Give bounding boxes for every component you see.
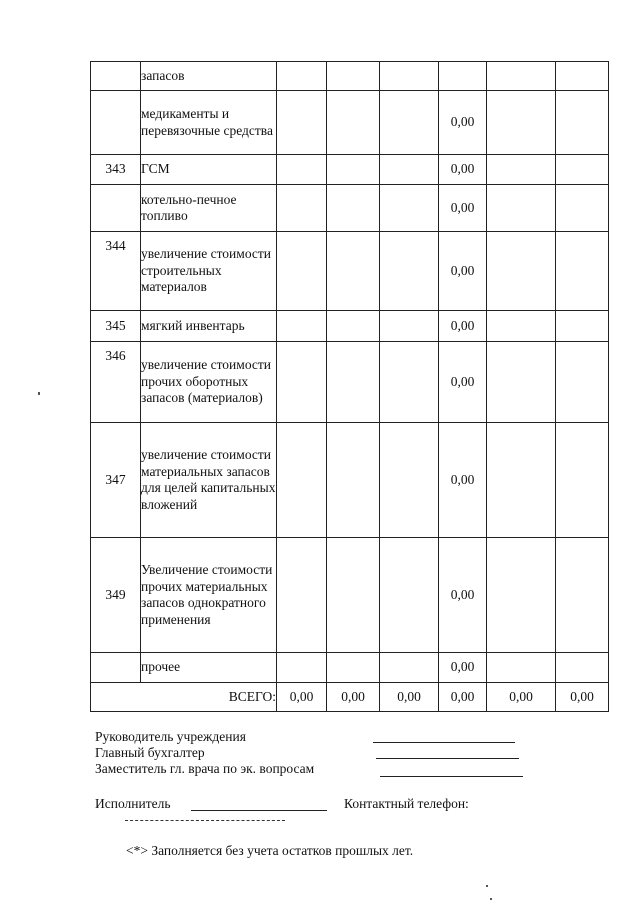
footnote: <*> Заполняется без учета остатков прошлых лет. (126, 843, 414, 858)
table-row (91, 232, 609, 311)
table-cell (380, 423, 439, 538)
table-cell (556, 342, 609, 423)
row-code (91, 653, 141, 683)
signature-line-head (373, 742, 515, 743)
row-value: 0,00 (439, 342, 487, 423)
table-cell (327, 155, 380, 185)
signature-block (95, 729, 314, 777)
dashed-rule (125, 820, 285, 821)
table-cell (277, 311, 327, 342)
row-name: увеличение стоимости строительных материалов (141, 232, 277, 311)
table-row (91, 423, 609, 538)
row-code: 349 (91, 538, 141, 653)
row-name: запасов (141, 62, 277, 91)
table-cell (380, 311, 439, 342)
row-code (91, 91, 141, 155)
table-cell (380, 653, 439, 683)
table-cell (277, 653, 327, 683)
table-cell (327, 342, 380, 423)
row-code (91, 62, 141, 91)
row-value: 0,00 (439, 91, 487, 155)
table-cell (380, 185, 439, 232)
table-cell (487, 185, 556, 232)
table-cell (327, 538, 380, 653)
total-label: ВСЕГО: (91, 683, 277, 712)
row-value: 0,00 (439, 423, 487, 538)
row-value: 0,00 (439, 538, 487, 653)
row-code: 343 (91, 155, 141, 185)
table-cell (327, 62, 380, 91)
table-cell (556, 185, 609, 232)
table-cell (487, 342, 556, 423)
table-cell (487, 423, 556, 538)
signature-line-chief-accountant (376, 758, 519, 759)
table-cell (487, 91, 556, 155)
row-code: 346 (91, 342, 141, 423)
row-name: ГСМ (141, 155, 277, 185)
table-cell (556, 91, 609, 155)
table-cell (487, 538, 556, 653)
table-cell (277, 91, 327, 155)
table-row (91, 185, 609, 232)
table-cell (327, 91, 380, 155)
table-row (91, 155, 609, 185)
row-name: увеличение стоимости прочих оборотных запасов (материалов) (141, 342, 277, 423)
signature-line-executor (191, 810, 327, 811)
total-value: 0,00 (327, 683, 380, 712)
signature-label-deputy: Заместитель гл. врача по эк. вопросам (95, 761, 315, 776)
table-cell (487, 155, 556, 185)
row-name: медикаменты и перевязочные средства (141, 91, 277, 155)
scan-speck (490, 898, 492, 900)
row-code: 344 (91, 232, 141, 311)
table-cell (556, 538, 609, 653)
table-cell (277, 62, 327, 91)
table-row (91, 653, 609, 683)
row-code: 347 (91, 423, 141, 538)
executor-label: Исполнитель (95, 796, 171, 811)
row-name: прочее (141, 653, 277, 683)
signature-line-deputy (380, 776, 523, 777)
row-name: мягкий инвентарь (141, 311, 277, 342)
signature-label-chief-accountant: Главный бухгалтер (95, 745, 205, 760)
total-value: 0,00 (487, 683, 556, 712)
scan-speck (486, 885, 488, 887)
scan-speck (38, 392, 40, 395)
table-row (91, 91, 609, 155)
row-value (439, 62, 487, 91)
table-cell (556, 423, 609, 538)
table-cell (556, 155, 609, 185)
row-value: 0,00 (439, 311, 487, 342)
budget-table (90, 61, 609, 712)
row-value: 0,00 (439, 653, 487, 683)
row-name: котельно-печное топливо (141, 185, 277, 232)
total-row (91, 683, 609, 712)
table-cell (380, 342, 439, 423)
total-value: 0,00 (556, 683, 609, 712)
table-row (91, 538, 609, 653)
table-cell (327, 423, 380, 538)
table-cell (556, 232, 609, 311)
phone-label: Контактный телефон: (344, 796, 469, 811)
table-cell (380, 232, 439, 311)
table-cell (380, 62, 439, 91)
table-cell (277, 232, 327, 311)
table-cell (327, 185, 380, 232)
table-row (91, 62, 609, 91)
total-value: 0,00 (380, 683, 439, 712)
table-cell (556, 653, 609, 683)
row-name: Увеличение стоимости прочих материальных запасов однократного применения (141, 538, 277, 653)
row-value: 0,00 (439, 155, 487, 185)
table-row (91, 342, 609, 423)
row-code: 345 (91, 311, 141, 342)
table-cell (556, 311, 609, 342)
table-row (91, 311, 609, 342)
row-value: 0,00 (439, 185, 487, 232)
table-cell (487, 311, 556, 342)
table-cell (380, 91, 439, 155)
table-cell (380, 155, 439, 185)
row-value: 0,00 (439, 232, 487, 311)
table-cell (277, 342, 327, 423)
table-cell (327, 311, 380, 342)
table-cell (277, 185, 327, 232)
table-cell (487, 653, 556, 683)
table-cell (327, 232, 380, 311)
table-cell (277, 423, 327, 538)
table-cell (277, 538, 327, 653)
row-name: увеличение стоимости материальных запасов для целей капитальных вложений (141, 423, 277, 538)
table-cell (487, 62, 556, 91)
table-cell (556, 62, 609, 91)
table-cell (327, 653, 380, 683)
row-code (91, 185, 141, 232)
table-cell (487, 232, 556, 311)
signature-label-head: Руководитель учреждения (95, 729, 246, 744)
table-cell (380, 538, 439, 653)
total-value: 0,00 (439, 683, 487, 712)
total-value: 0,00 (277, 683, 327, 712)
table-cell (277, 155, 327, 185)
